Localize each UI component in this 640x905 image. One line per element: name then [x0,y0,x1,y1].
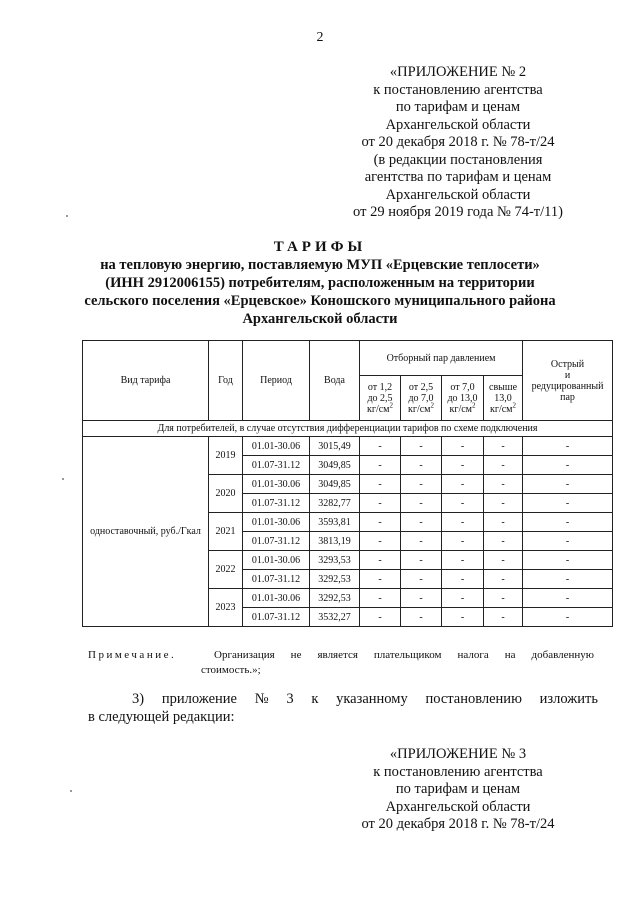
water-tariff-cell: 3293,53 [310,551,360,570]
steam-tariff-cell: - [442,608,484,627]
header-sharp-line: пар [560,391,575,403]
appendix-3-line: «ПРИЛОЖЕНИЕ № 3 [389,746,527,762]
water-tariff-cell: 3593,81 [310,513,360,532]
paragraph-line-2: в следующей редакции: [88,709,235,725]
appendix-3-line: по тарифам и ценам [395,781,521,797]
header-tariff-type: Вид тарифа [83,341,209,421]
steam-unit [361,401,399,415]
steam-tariff-cell: - [442,456,484,475]
header-year: Год [209,341,243,421]
water-tariff-cell: 3292,53 [310,589,360,608]
steam-tariff-cell: - [401,437,442,456]
steam-tariff-cell: - [484,494,523,513]
steam-tariff-cell: - [401,551,442,570]
sharp-steam-tariff-cell: - [523,570,613,589]
steam-tariff-cell: - [360,437,401,456]
steam-tariff-cell: - [401,513,442,532]
appendix-2-header [330,64,586,222]
steam-unit [402,401,440,415]
section-note: Для потребителей, в случае отсутствия дифференциации тарифов по схеме подключения [83,421,613,437]
steam-tariff-cell: - [401,494,442,513]
water-tariff-cell: 3813,19 [310,532,360,551]
appendix-2-line: агентства по тарифам и ценам [364,169,552,185]
paragraph-word: № [254,691,269,707]
header-sharp-line: и [564,369,571,381]
steam-tariff-cell: - [360,532,401,551]
period-cell: 01.01-30.06 [243,551,310,570]
water-tariff-cell: 3282,77 [310,494,360,513]
scan-mark [70,790,72,792]
steam-tariff-cell: - [442,437,484,456]
header-steam-4 [484,376,523,421]
appendix-2-line: от 20 декабря 2018 г. № 78-т/24 [361,134,555,150]
year-cell: 2020 [209,475,243,513]
unit-superscript: 2 [389,401,393,410]
header-sharp-steam [523,341,613,421]
sharp-steam-tariff-cell: - [523,532,613,551]
header-water: Вода [310,341,360,421]
period-cell: 01.07-31.12 [243,494,310,513]
appendix-2-line: по тарифам и ценам [395,99,521,115]
steam-tariff-cell: - [484,532,523,551]
steam-range-from: от 1,2 [367,381,393,393]
steam-tariff-cell: - [442,494,484,513]
title-line: (ИНН 2912006155) потребителям, расположенным на территории [105,275,535,291]
appendix-2-line: Архангельской области [385,116,531,133]
appendix-2-line: к постановлению агентства [373,81,543,98]
water-tariff-cell: 3532,27 [310,608,360,627]
header-sharp-line: Острый [550,358,585,370]
tariff-type-cell: одноставочный, руб./Гкал [83,437,209,627]
steam-tariff-cell: - [401,456,442,475]
steam-tariff-cell: - [360,456,401,475]
steam-tariff-cell: - [442,570,484,589]
paragraph-word: постановлению [425,691,522,707]
steam-range-from: от 7,0 [450,381,475,393]
note-text: Организация не является плательщиком налога на добавленную [214,649,594,661]
period-cell: 01.01-30.06 [243,437,310,456]
title-heading: ТАРИФЫ [273,239,367,255]
steam-tariff-cell: - [360,589,401,608]
header-steam-group: Отборный пар давлением [360,341,523,376]
steam-tariff-cell: - [360,570,401,589]
appendix-3-line: к постановлению агентства [373,763,543,780]
steam-tariff-cell: - [442,532,484,551]
steam-range-to: до 2,5 [367,392,393,404]
year-cell: 2019 [209,437,243,475]
steam-unit [485,401,521,415]
steam-tariff-cell: - [401,570,442,589]
steam-tariff-cell: - [442,475,484,494]
appendix-3-line: Архангельской области [385,798,531,815]
note-text-continued: стоимость.»; [201,664,261,676]
appendix-3-line: от 20 декабря 2018 г. № 78-т/24 [361,816,555,832]
steam-tariff-cell: - [360,475,401,494]
title-line: сельского поселения «Ерцевское» Коношского муниципального района [84,293,556,309]
water-tariff-cell: 3292,53 [310,570,360,589]
appendix-2-line: (в редакции постановления [373,151,543,168]
sharp-steam-tariff-cell: - [523,494,613,513]
amendment-paragraph [88,690,598,726]
year-cell: 2022 [209,551,243,589]
sharp-steam-tariff-cell: - [523,551,613,570]
water-tariff-cell: 3049,85 [310,475,360,494]
sharp-steam-tariff-cell: - [523,513,613,532]
steam-range-from: свыше [489,381,518,393]
steam-tariff-cell: - [401,475,442,494]
steam-tariff-cell: - [484,456,523,475]
steam-range-to: 13,0 [494,392,512,404]
appendix-3-header [330,746,586,834]
period-cell: 01.07-31.12 [243,608,310,627]
period-cell: 01.01-30.06 [243,589,310,608]
water-tariff-cell: 3049,85 [310,456,360,475]
steam-unit [443,401,482,415]
note-block [88,648,594,678]
paragraph-word: указанному [336,691,408,707]
steam-tariff-cell: - [484,551,523,570]
appendix-2-line: «ПРИЛОЖЕНИЕ № 2 [389,64,527,80]
year-cell: 2021 [209,513,243,551]
steam-tariff-cell: - [442,589,484,608]
paragraph-line-1 [88,690,598,708]
steam-range-from: от 2,5 [408,381,434,393]
period-cell: 01.01-30.06 [243,513,310,532]
header-sharp-line: редуцированный [531,380,604,392]
year-cell: 2023 [209,589,243,627]
header-steam-3 [442,376,484,421]
header-period: Период [243,341,310,421]
header-steam-1 [360,376,401,421]
title-line: на тепловую энергию, поставляемую МУП «Ерцевские теплосети» [100,257,540,273]
steam-tariff-cell: - [360,513,401,532]
appendix-2-line: от 29 ноября 2019 года № 74-т/11) [353,204,563,220]
water-tariff-cell: 3015,49 [310,437,360,456]
sharp-steam-tariff-cell: - [523,437,613,456]
unit-superscript: 2 [430,401,434,410]
table-row [83,437,613,456]
scan-mark [62,478,64,480]
note-label: Примечание. [88,649,177,661]
period-cell: 01.07-31.12 [243,570,310,589]
period-cell: 01.07-31.12 [243,456,310,475]
steam-tariff-cell: - [401,589,442,608]
steam-tariff-cell: - [484,437,523,456]
document-title [40,238,600,328]
appendix-2-line: Архангельской области [385,186,531,203]
steam-tariff-cell: - [401,608,442,627]
paragraph-word: 3 [286,691,294,707]
sharp-steam-tariff-cell: - [523,589,613,608]
steam-tariff-cell: - [360,494,401,513]
steam-tariff-cell: - [484,589,523,608]
unit-text: кг/см [490,403,513,415]
steam-tariff-cell: - [484,475,523,494]
steam-range-to: до 7,0 [408,392,434,404]
paragraph-word: приложение [161,691,237,707]
header-steam-2 [401,376,442,421]
steam-tariff-cell: - [484,570,523,589]
unit-text: кг/см [366,403,390,415]
steam-tariff-cell: - [442,513,484,532]
table-body [83,437,613,627]
unit-text: кг/см [449,403,472,415]
sharp-steam-tariff-cell: - [523,608,613,627]
steam-tariff-cell: - [484,513,523,532]
unit-text: кг/см [407,403,431,415]
steam-tariff-cell: - [484,608,523,627]
steam-tariff-cell: - [360,608,401,627]
page-number: 2 [316,30,324,45]
paragraph-word: 3) [132,691,145,707]
unit-superscript: 2 [472,401,476,410]
steam-tariff-cell: - [401,532,442,551]
tariffs-table [82,340,613,627]
scan-mark [66,215,68,217]
period-cell: 01.07-31.12 [243,532,310,551]
period-cell: 01.01-30.06 [243,475,310,494]
steam-tariff-cell: - [360,551,401,570]
steam-tariff-cell: - [442,551,484,570]
paragraph-word: изложить [539,691,598,707]
steam-range-to: до 13,0 [447,392,478,404]
title-line: Архангельской области [242,311,398,327]
sharp-steam-tariff-cell: - [523,456,613,475]
paragraph-word: к [311,691,319,707]
sharp-steam-tariff-cell: - [523,475,613,494]
unit-superscript: 2 [512,401,517,410]
